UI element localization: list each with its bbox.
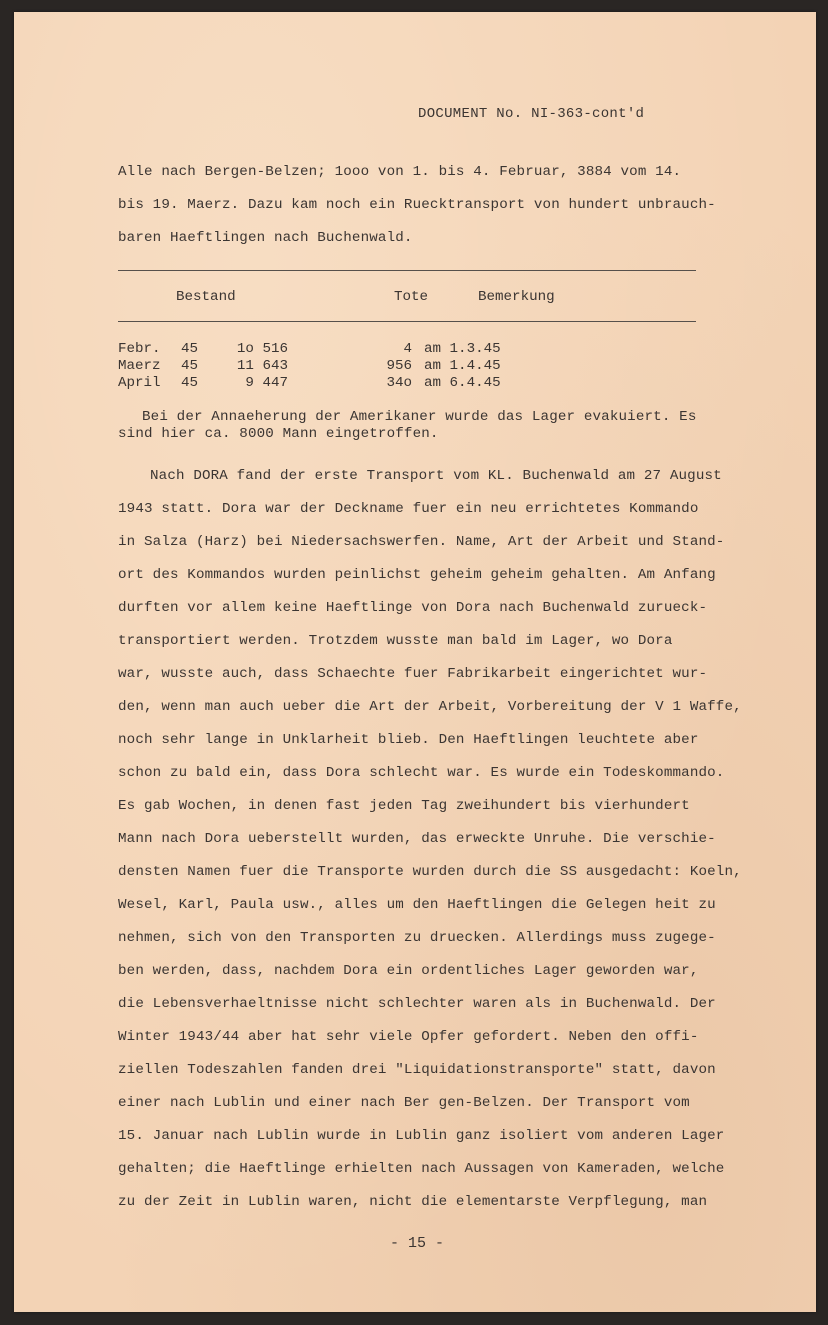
body-line: in Salza (Harz) bei Niedersachswerfen. Name, Art der Arbeit und Stand- — [118, 534, 725, 550]
body-line: densten Namen fuer die Transporte wurden durch die SS ausgedacht: Koeln, — [118, 864, 742, 880]
body-line: ziellen Todeszahlen fanden drei "Liquidationstransporte" statt, davon — [118, 1062, 716, 1078]
body-line: zu der Zeit in Lublin waren, nicht die elementarste Verpflegung, man — [118, 1194, 708, 1210]
body-line: durften vor allem keine Haeftlinge von Dora nach Buchenwald zurueck- — [118, 600, 708, 616]
intro-line: bis 19. Maerz. Dazu kam noch ein Ruecktransport von hundert unbrauch- — [118, 197, 716, 213]
cell-dead: 4 — [403, 341, 412, 357]
body-line: ort des Kommandos wurden peinlichst geheim geheim gehalten. Am Anfang — [118, 567, 716, 583]
body-line: Nach DORA fand der erste Transport vom KL. Buchenwald am 27 August — [150, 468, 722, 484]
cell-month: April — [118, 375, 161, 391]
cell-remark: am 6.4.45 — [424, 375, 501, 391]
body-line: einer nach Lublin und einer nach Ber gen-Belzen. Der Transport vom — [118, 1095, 690, 1111]
body-line: 15. Januar nach Lublin wurde in Lublin ganz isoliert vom anderen Lager — [118, 1128, 725, 1144]
body-line: den, wenn man auch ueber die Art der Arbeit, Vorbereitung der V 1 Waffe, — [118, 699, 742, 715]
cell-year: 45 — [181, 341, 199, 357]
cell-remark: am 1.3.45 — [424, 341, 501, 357]
table-top-rule — [118, 270, 696, 271]
cell-stock: 9 447 — [245, 375, 288, 391]
body-line: gehalten; die Haeftlinge erhielten nach Aussagen von Kameraden, welche — [118, 1161, 725, 1177]
document-header: DOCUMENT No. NI-363-cont'd — [418, 106, 645, 122]
cell-stock: 1o 516 — [236, 341, 288, 357]
cell-dead: 956 — [386, 358, 412, 374]
column-header-bemerkung: Bemerkung — [478, 289, 555, 305]
intro-line: Alle nach Bergen-Belzen; 1ooo von 1. bis 4. Februar, 3884 vom 14. — [118, 164, 682, 180]
body-line: 1943 statt. Dora war der Deckname fuer ein neu errichtetes Kommando — [118, 501, 699, 517]
intro-line: baren Haeftlingen nach Buchenwald. — [118, 230, 413, 246]
evacuation-line: Bei der Annaeherung der Amerikaner wurde das Lager evakuiert. Es — [142, 409, 697, 425]
body-line: noch sehr lange in Unklarheit blieb. Den Haeftlingen leuchtete aber — [118, 732, 699, 748]
body-line: war, wusste auch, dass Schaechte fuer Fabrikarbeit eingerichtet wur- — [118, 666, 708, 682]
cell-year: 45 — [181, 375, 199, 391]
column-header-tote: Tote — [394, 289, 429, 305]
evacuation-line: sind hier ca. 8000 Mann eingetroffen. — [118, 426, 439, 442]
body-line: nehmen, sich von den Transporten zu druecken. Allerdings muss zugege- — [118, 930, 716, 946]
body-line: Mann nach Dora ueberstellt wurden, das erweckte Unruhe. Die verschie- — [118, 831, 716, 847]
table-header-rule — [118, 321, 696, 322]
body-line: schon zu bald ein, dass Dora schlecht war. Es wurde ein Todeskommando. — [118, 765, 725, 781]
cell-stock: 11 643 — [236, 358, 288, 374]
cell-dead: 34o — [386, 375, 412, 391]
cell-year: 45 — [181, 358, 199, 374]
body-line: die Lebensverhaeltnisse nicht schlechter waren als in Buchenwald. Der — [118, 996, 716, 1012]
cell-month: Maerz — [118, 358, 161, 374]
body-line: Es gab Wochen, in denen fast jeden Tag zweihundert bis vierhundert — [118, 798, 690, 814]
page-number: - 15 - — [390, 1235, 445, 1252]
document-page — [14, 12, 816, 1312]
cell-month: Febr. — [118, 341, 161, 357]
column-header-bestand: Bestand — [176, 289, 236, 305]
body-line: transportiert werden. Trotzdem wusste man bald im Lager, wo Dora — [118, 633, 673, 649]
body-line: Wesel, Karl, Paula usw., alles um den Haeftlingen die Gelegen heit zu — [118, 897, 716, 913]
body-line: Winter 1943/44 aber hat sehr viele Opfer gefordert. Neben den offi- — [118, 1029, 699, 1045]
cell-remark: am 1.4.45 — [424, 358, 501, 374]
body-line: ben werden, dass, nachdem Dora ein ordentliches Lager geworden war, — [118, 963, 699, 979]
